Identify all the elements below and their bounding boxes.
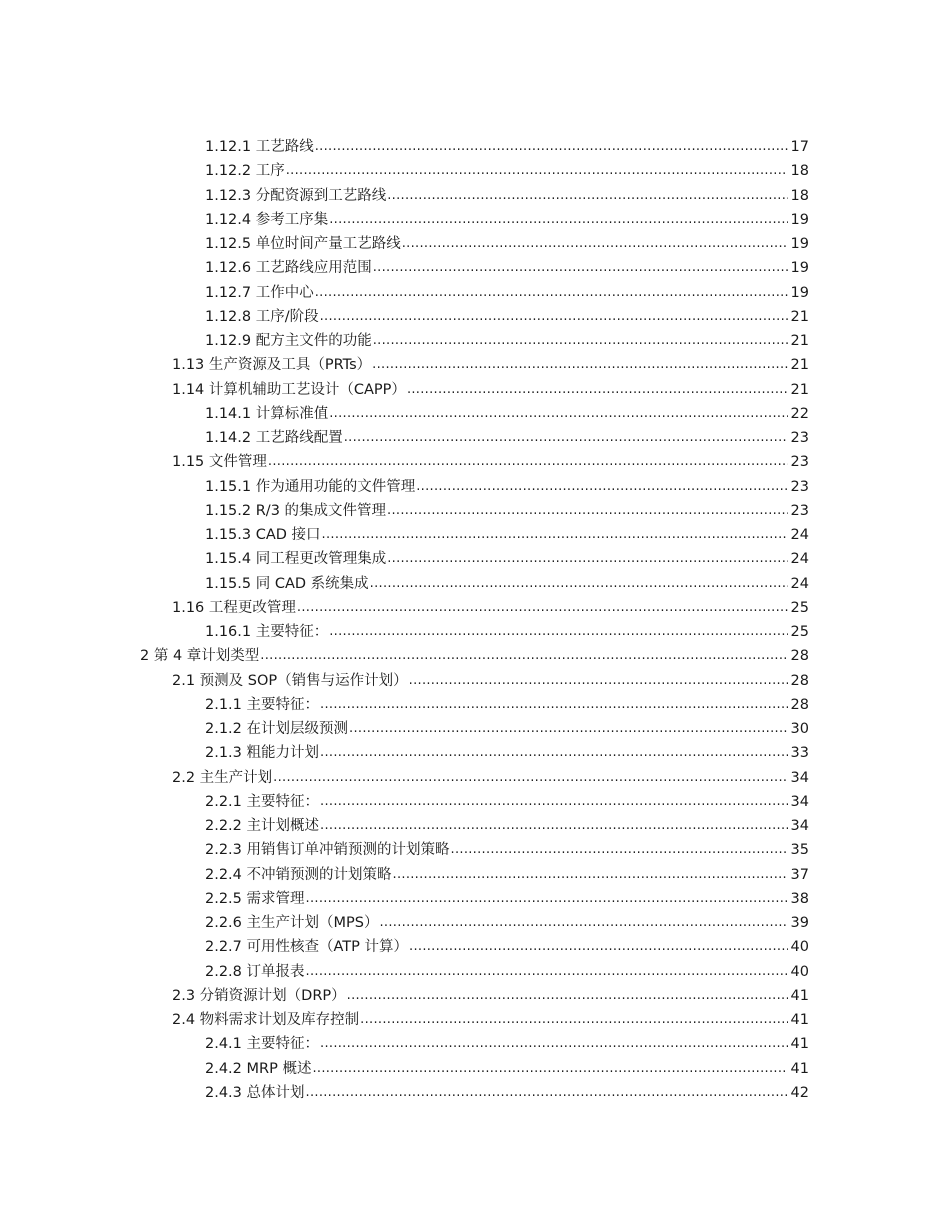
toc-page-number: 19 <box>790 260 809 277</box>
toc-dot-leader <box>379 914 788 932</box>
toc-dot-leader <box>320 1035 788 1053</box>
toc-page-number: 21 <box>790 357 809 374</box>
toc-entry[interactable] <box>0 450 950 474</box>
toc-entry[interactable] <box>0 960 950 984</box>
toc-page-number: 19 <box>790 284 809 301</box>
toc-entry-title: 1.15.2 R/3 的集成文件管理 <box>205 502 387 519</box>
toc-page-number: 18 <box>790 163 809 180</box>
toc-page-number: 23 <box>790 502 809 519</box>
toc-dot-leader <box>320 696 788 714</box>
toc-entry[interactable] <box>0 1032 950 1056</box>
toc-page-number: 21 <box>790 333 809 350</box>
toc-entry-title: 1.12.8 工序/阶段 <box>205 308 319 325</box>
toc-dot-leader <box>315 138 788 156</box>
toc-entry-title: 1.12.7 工作中心 <box>205 284 314 301</box>
toc-page-number: 23 <box>790 454 809 471</box>
toc-entry-title: 2.1 预测及 SOP（销售与运作计划） <box>172 672 408 689</box>
toc-dot-leader <box>260 647 788 665</box>
toc-entry[interactable] <box>0 208 950 232</box>
toc-dot-leader <box>297 599 788 617</box>
toc-entry[interactable] <box>0 790 950 814</box>
toc-dot-leader <box>322 526 788 544</box>
toc-entry[interactable] <box>0 475 950 499</box>
toc-dot-leader <box>329 211 788 229</box>
toc-entry-title: 2.2.4 不冲销预测的计划策略 <box>205 866 392 883</box>
toc-entry[interactable] <box>0 281 950 305</box>
toc-entry-title: 1.15.1 作为通用功能的文件管理 <box>205 478 416 495</box>
toc-entry[interactable] <box>0 426 950 450</box>
toc-entry-title: 1.12.3 分配资源到工艺路线 <box>205 187 387 204</box>
toc-page-number: 34 <box>790 769 809 786</box>
toc-entry-title: 1.15.5 同 CAD 系统集成 <box>205 575 369 592</box>
toc-dot-leader <box>387 187 788 205</box>
toc-dot-leader <box>329 405 788 423</box>
toc-page-number: 19 <box>790 236 809 253</box>
toc-entry[interactable] <box>0 572 950 596</box>
toc-dot-leader <box>315 284 788 302</box>
toc-page-number: 41 <box>790 1012 809 1029</box>
toc-dot-leader <box>370 575 788 593</box>
toc-dot-leader <box>451 841 788 859</box>
toc-dot-leader <box>306 963 788 981</box>
toc-dot-leader <box>416 478 788 496</box>
toc-entry-title: 2.2.3 用销售订单冲销预测的计划策略 <box>205 842 450 859</box>
toc-page-number: 24 <box>790 575 809 592</box>
toc-page-number: 19 <box>790 211 809 228</box>
toc-entry-title: 2.2.5 需求管理 <box>205 890 305 907</box>
toc-entry[interactable] <box>0 305 950 329</box>
toc-page-number: 37 <box>790 866 809 883</box>
toc-dot-leader <box>409 938 788 956</box>
toc-page-number: 42 <box>790 1084 809 1101</box>
toc-entry[interactable] <box>0 644 950 668</box>
toc-entry[interactable] <box>0 766 950 790</box>
toc-entry[interactable] <box>0 887 950 911</box>
toc-dot-leader <box>320 308 788 326</box>
toc-dot-leader <box>360 1011 788 1029</box>
toc-dot-leader <box>306 890 788 908</box>
toc-entry-title: 2.2 主生产计划 <box>172 769 273 786</box>
toc-entry-title: 1.14.2 工艺路线配置 <box>205 430 343 447</box>
toc-page-number: 23 <box>790 430 809 447</box>
toc-entry-title: 1.14 计算机辅助工艺设计（CAPP） <box>172 381 406 398</box>
toc-dot-leader <box>387 502 788 520</box>
toc-dot-leader <box>393 866 788 884</box>
toc-entry[interactable] <box>0 232 950 256</box>
toc-entry-title: 1.16 工程更改管理 <box>172 599 296 616</box>
toc-entry-title: 1.16.1 主要特征： <box>205 624 329 641</box>
toc-page-number: 41 <box>790 1036 809 1053</box>
toc-entry-title: 1.13 生产资源及工具（PRTs） <box>172 357 372 374</box>
toc-page-number: 40 <box>790 963 809 980</box>
toc-entry-title: 2.2.6 主生产计划（MPS） <box>205 915 379 932</box>
toc-entry[interactable] <box>0 135 950 159</box>
toc-entry-title: 2.2.1 主要特征： <box>205 793 320 810</box>
toc-page-number: 28 <box>790 672 809 689</box>
toc-entry-title: 1.14.1 计算标准值 <box>205 405 329 422</box>
toc-dot-leader <box>372 356 788 374</box>
toc-entry[interactable] <box>0 378 950 402</box>
toc-dot-leader <box>320 744 788 762</box>
toc-page-number: 34 <box>790 793 809 810</box>
table-of-contents <box>0 135 950 1105</box>
toc-dot-leader <box>387 550 788 568</box>
toc-dot-leader <box>306 1084 788 1102</box>
toc-page-number: 28 <box>790 696 809 713</box>
toc-entry[interactable] <box>0 402 950 426</box>
toc-entry-title: 2.4 物料需求计划及库存控制 <box>172 1012 360 1029</box>
toc-dot-leader <box>373 259 788 277</box>
toc-entry-title: 2.2.7 可用性核查（ATP 计算） <box>205 939 409 956</box>
toc-page-number: 41 <box>790 987 809 1004</box>
toc-entry[interactable] <box>0 741 950 765</box>
toc-dot-leader <box>344 429 788 447</box>
toc-page-number: 34 <box>790 818 809 835</box>
toc-entry[interactable] <box>0 935 950 959</box>
toc-page-number: 41 <box>790 1060 809 1077</box>
toc-entry[interactable] <box>0 159 950 183</box>
toc-entry[interactable] <box>0 620 950 644</box>
toc-entry[interactable] <box>0 984 950 1008</box>
toc-entry[interactable] <box>0 693 950 717</box>
toc-entry-title: 1.12.9 配方主文件的功能 <box>205 333 372 350</box>
toc-page-number: 40 <box>790 939 809 956</box>
toc-page-number: 25 <box>790 624 809 641</box>
toc-page-number: 39 <box>790 915 809 932</box>
toc-page-number: 21 <box>790 308 809 325</box>
toc-dot-leader <box>409 672 788 690</box>
toc-entry-title: 2.1.1 主要特征： <box>205 696 320 713</box>
toc-page-number: 30 <box>790 721 809 738</box>
toc-page-number: 28 <box>790 648 809 665</box>
toc-page-number: 22 <box>790 405 809 422</box>
toc-page-number: 17 <box>790 139 809 156</box>
toc-entry[interactable] <box>0 863 950 887</box>
toc-dot-leader <box>320 793 788 811</box>
toc-entry-title: 2.4.1 主要特征： <box>205 1036 320 1053</box>
toc-entry-title: 2.3 分销资源计划（DRP） <box>172 987 346 1004</box>
toc-page-number: 23 <box>790 478 809 495</box>
toc-entry[interactable] <box>0 329 950 353</box>
toc-entry[interactable] <box>0 1008 950 1032</box>
toc-page-number: 35 <box>790 842 809 859</box>
toc-entry-title: 1.12.5 单位时间产量工艺路线 <box>205 236 401 253</box>
toc-dot-leader <box>268 453 788 471</box>
toc-entry[interactable] <box>0 353 950 377</box>
toc-entry-title: 1.15.3 CAD 接口 <box>205 527 321 544</box>
toc-entry-title: 1.15.4 同工程更改管理集成 <box>205 551 387 568</box>
toc-entry-title: 1.15 文件管理 <box>172 454 267 471</box>
toc-entry-title: 2 第 4 章计划类型 <box>140 648 260 665</box>
toc-page-number: 38 <box>790 890 809 907</box>
toc-page-number: 33 <box>790 745 809 762</box>
toc-entry-title: 2.1.2 在计划层级预测 <box>205 721 349 738</box>
toc-dot-leader <box>373 332 788 350</box>
toc-entry-title: 2.4.2 MRP 概述 <box>205 1060 312 1077</box>
toc-entry[interactable] <box>0 596 950 620</box>
toc-dot-leader <box>329 623 788 641</box>
toc-entry[interactable] <box>0 1081 950 1105</box>
toc-entry[interactable] <box>0 669 950 693</box>
toc-entry[interactable] <box>0 1057 950 1081</box>
toc-entry[interactable] <box>0 256 950 280</box>
toc-dot-leader <box>407 381 788 399</box>
toc-entry-title: 1.12.2 工序 <box>205 163 285 180</box>
toc-dot-leader <box>402 235 788 253</box>
toc-entry[interactable] <box>0 523 950 547</box>
toc-page-number: 24 <box>790 527 809 544</box>
toc-dot-leader <box>320 817 788 835</box>
toc-dot-leader <box>312 1060 788 1078</box>
toc-entry-title: 2.2.2 主计划概述 <box>205 818 320 835</box>
toc-entry[interactable] <box>0 499 950 523</box>
toc-page-number: 25 <box>790 599 809 616</box>
toc-entry-title: 1.12.4 参考工序集 <box>205 211 329 228</box>
toc-entry-title: 2.1.3 粗能力计划 <box>205 745 320 762</box>
toc-entry-title: 1.12.1 工艺路线 <box>205 139 314 156</box>
toc-entry[interactable] <box>0 717 950 741</box>
toc-page-number: 21 <box>790 381 809 398</box>
toc-entry-title: 2.4.3 总体计划 <box>205 1084 305 1101</box>
toc-entry-title: 1.12.6 工艺路线应用范围 <box>205 260 372 277</box>
toc-page-number: 18 <box>790 187 809 204</box>
toc-dot-leader <box>286 162 788 180</box>
toc-dot-leader <box>349 720 788 738</box>
toc-entry[interactable] <box>0 547 950 571</box>
toc-entry-title: 2.2.8 订单报表 <box>205 963 305 980</box>
toc-dot-leader <box>347 987 788 1005</box>
toc-page-number: 24 <box>790 551 809 568</box>
toc-entry[interactable] <box>0 814 950 838</box>
toc-entry[interactable] <box>0 911 950 935</box>
toc-entry[interactable] <box>0 184 950 208</box>
toc-entry[interactable] <box>0 838 950 862</box>
toc-dot-leader <box>273 769 788 787</box>
